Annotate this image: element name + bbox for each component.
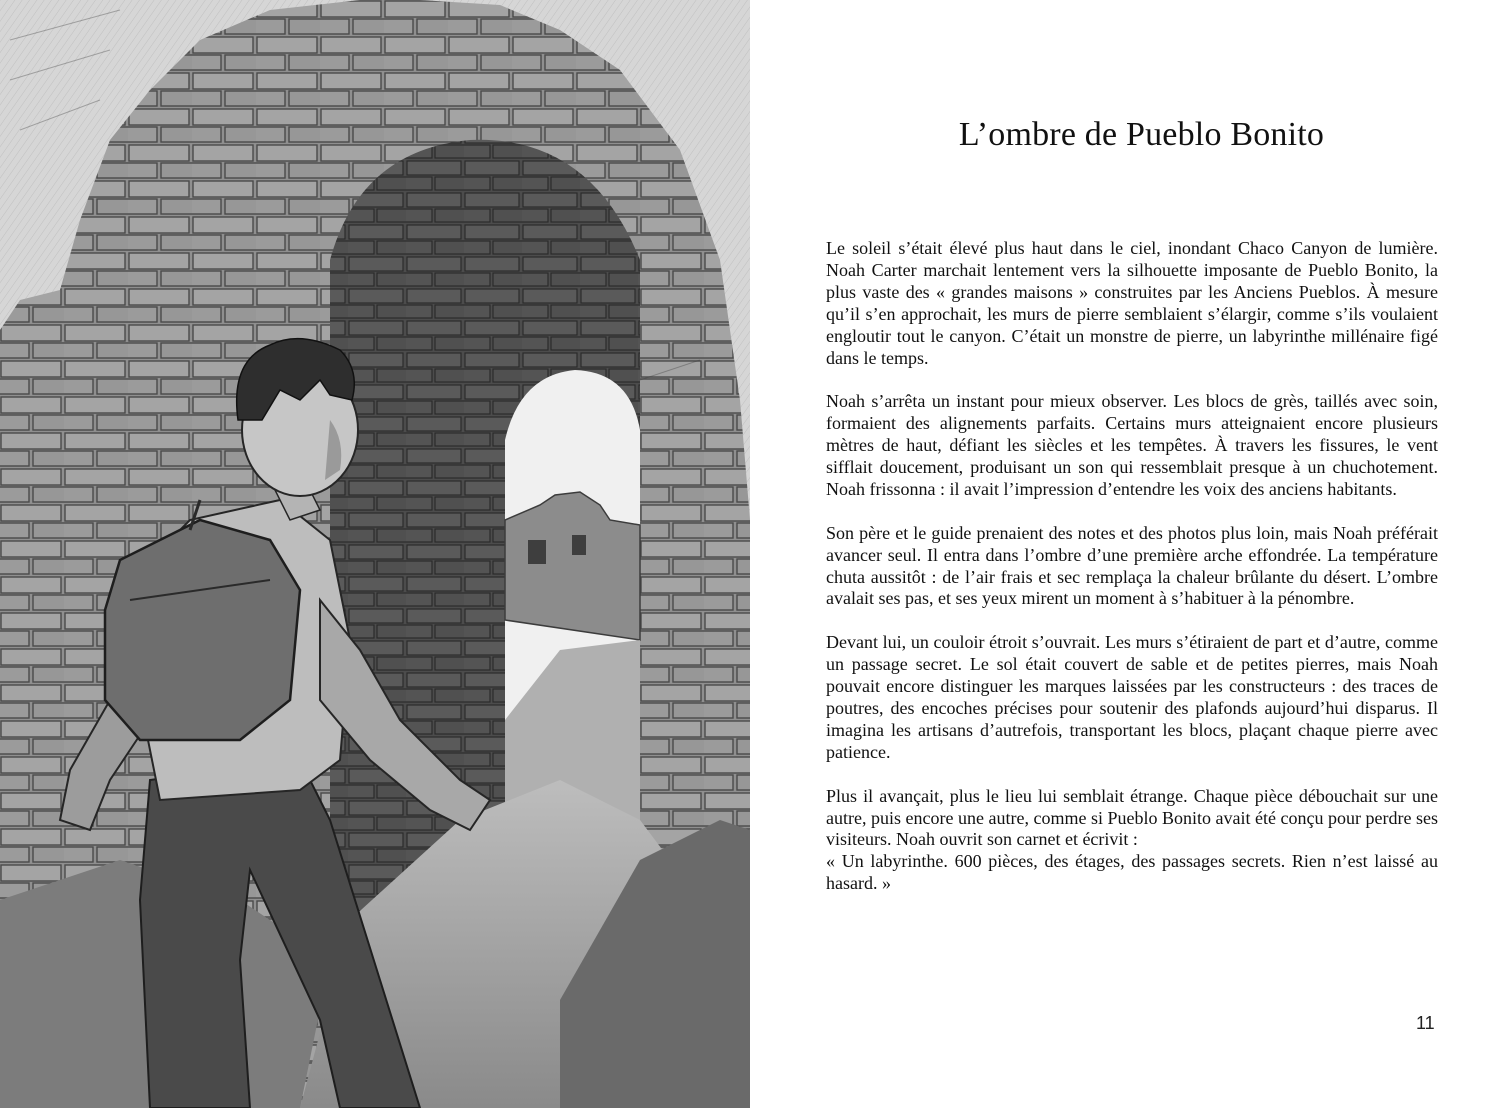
- backpack-icon: [105, 520, 300, 740]
- notebook-quote: « Un labyrinthe. 600 pièces, des étages, des passages secrets. Rien n’est laissé au hasard. »: [826, 851, 1438, 894]
- chapter-illustration: [0, 0, 750, 1108]
- paragraph-last: [826, 786, 1438, 896]
- chapter-title: L’ombre de Pueblo Bonito: [958, 116, 1325, 153]
- paragraph: Son père et le guide prenaient des notes et des photos plus loin, mais Noah préférait avancer seul. Il entra dans l’ombre d’une première arche effondrée. La température chuta aussitôt : de l’air frais et sec remplaça la chaleur brûlante du désert. L’ombre avalait ses pas, et ses yeux mirent un moment à s’habituer à la pénombre.: [826, 522, 1438, 609]
- paragraph-text: Plus il avançait, plus le lieu lui semblait étrange. Chaque pièce débouchait sur une autre, puis encore une autre, comme si Pueblo Bonito avait été conçu pour perdre ses visiteurs. Noah ouvrit son carnet et écrivit :: [826, 785, 1438, 850]
- text-page: [750, 0, 1503, 1108]
- paragraph: Noah s’arrêta un instant pour mieux observer. Les blocs de grès, taillés avec soin, formaient des alignements parfaits. Certains murs atteignaient encore plusieurs mètres de haut, défiant les siècles et les tempêtes. À travers les fissures, le vent sifflait doucement, produisant un son qui ressemblait presque à un chuchotement. Noah frissonna : il avait l’impression d’entendre les voix des anciens habitants.: [826, 391, 1438, 499]
- pencil-sketch-image: [0, 0, 750, 1108]
- page-number: 11: [1416, 1013, 1435, 1033]
- paragraph: Devant lui, un couloir étroit s’ouvrait. Les murs s’étiraient de part et d’autre, comme un passage secret. Le sol était couvert de sable et de petites pierres, mais Noah pouvait encore distinguer les marques laissées par les constructeurs : des traces de poutres, des encoches précises pour soutenir des plafonds aujourd’hui disparus. Il imagina les artisans d’autrefois, transportant les blocs, plaçant chaque pierre avec patience.: [826, 632, 1438, 762]
- paragraph: Le soleil s’était élevé plus haut dans le ciel, inondant Chaco Canyon de lumière. Noah Carter marchait lentement vers la silhouette imposante de Pueblo Bonito, la plus vaste des « grandes maisons » construites par les Anciens Pueblos. À mesure qu’il s’en approchait, les murs de pierre semblaient s’élargir, comme s’ils voulaient engloutir tout le canyon. C’était un monstre de pierre, un labyrinthe millénaire figé dans le temps.: [826, 238, 1438, 368]
- chapter-body: [826, 238, 1438, 895]
